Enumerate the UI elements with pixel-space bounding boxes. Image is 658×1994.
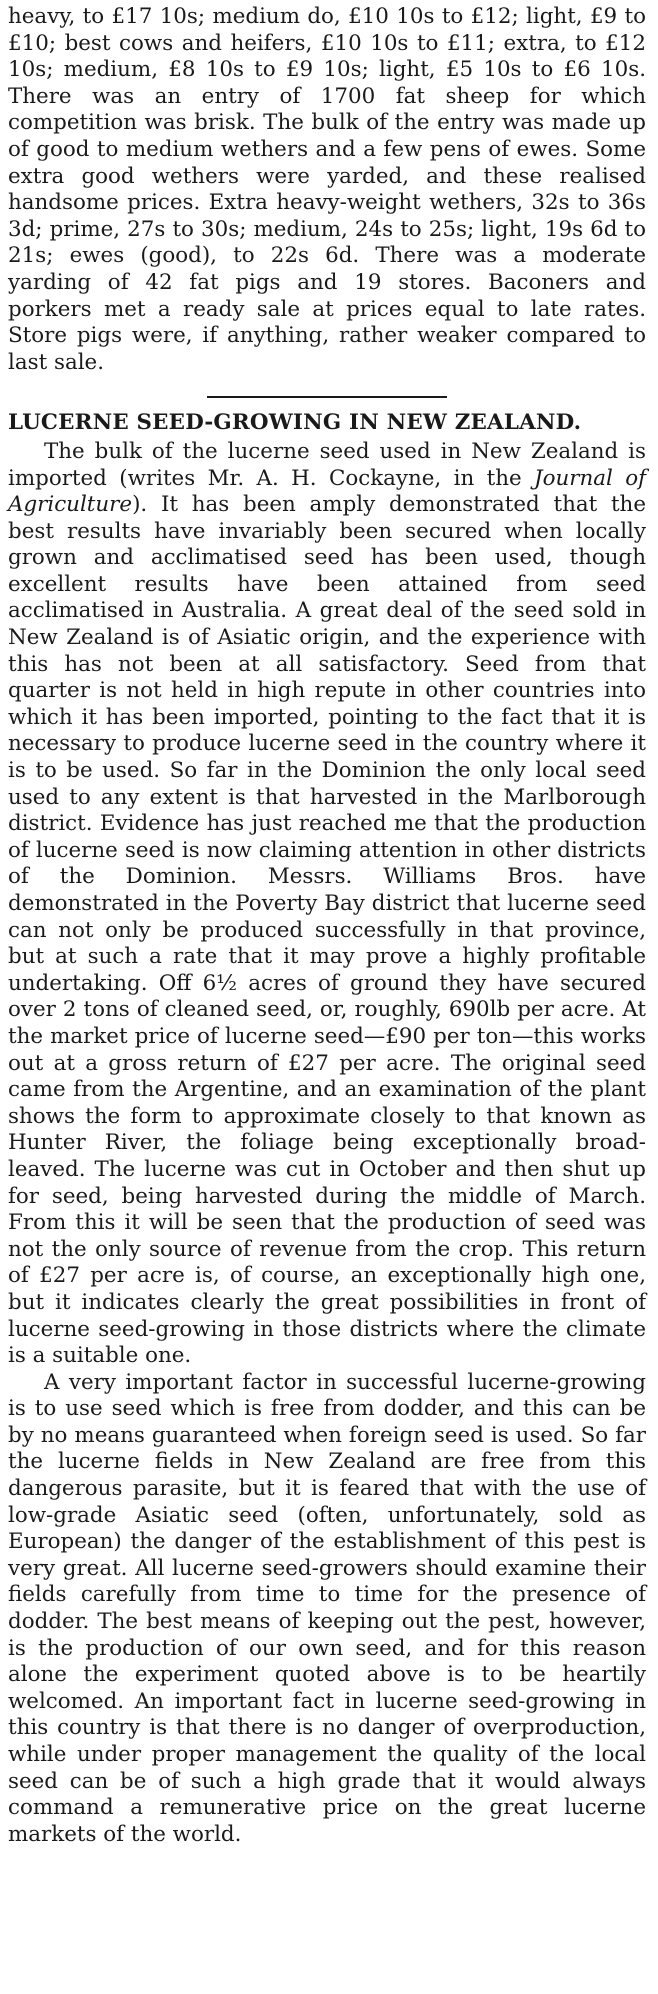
paragraph-1-text-start: The bulk of the lucerne seed used in New Zealand is imported (writes Mr. A. H. Cockayne, in the: [8, 438, 646, 491]
article-headline: LUCERNE SEED-GROWING IN NEW ZEALAND.: [8, 410, 582, 436]
article-paragraph-2: A very important factor in successful lucerne-growing is to use seed which is free from dodder, and this can be by no means guaranteed when foreign seed is used. So far the lucerne fields in New Zealand are free from this dangerous parasite, but it is feared that with the use of low-grade Asiatic seed (often, unfortunately, sold as European) the danger of the establishment of this pest is very great. All lucerne seed-growers should examine their fields carefully from time to time for the presence of dodder. The best means of keeping out the pest, however, is the production of our own seed, and for this reason alone the experiment quoted above is to be heartily welcomed. An important fact in lucerne seed-growing in this country is that there is no danger of overproduction, while under proper management the quality of the local seed can be of such a high grade that it would always command a remunerative price on the great lucerne markets of the world.: [8, 1369, 646, 1847]
section-divider: [207, 396, 447, 398]
journal-title: Journal of Agriculture: [8, 465, 647, 518]
paragraph-1-text-rest: ). It has been amply demonstrated that the best results have invariably been secured when locally grown and acclimatised seed has been used, though excellent results have been attained from seed acclimatised in Australia. A great deal of the seed sold in New Zealand is of Asiatic origin, and the experience with this has not been at all satisfactory. Seed from that quarter is not held in high repute in other countries into which it has been imported, pointing to the fact that it is necessary to produce lucerne seed in the country where it is to be used. So far in the Dominion the only local seed used to any extent is that harvested in the Marlborough district. Evidence has just reached me that the production of lucerne seed is now claiming attention in other districts of the Dominion. Messrs. Williams Bros. have demonstrated in the Poverty Bay district that lucerne seed can not only be produced successfully in that province, but at such a rate that it may prove a highly profitable undertaking. Off 6½ acres of ground they have secured over 2 tons of cleaned seed, or, roughly, 690lb per acre. At the market price of lucerne seed—£90 per ton—this works out at a gross return of £27 per acre. The original seed came from the Argentine, and an examination of the plant shows the form to approximate closely to that known as Hunter River, the foliage being exceptionally broad-leaved. The lucerne was cut in October and then shut up for seed, being harvested during the middle of March. From this it will be seen that the production of seed was not the only source of revenue from the crop. This return of £27 per acre is, of course, an exceptionally high one, but it indicates clearly the great possibilities in front of lucerne seed-growing in those districts where the climate is a suitable one.: [8, 492, 646, 1369]
article-paragraph-1: [8, 439, 646, 1370]
market-report-paragraph: heavy, to £17 10s; medium do, £10 10s to £12; light, £9 to £10; best cows and heifers, £10 10s to £11; extra, to £12 10s; medium, £8 10s to £9 10s; light, £5 10s to £6 10s. There was an entry of 1700 fat sheep for which competition was brisk. The bulk of the entry was made up of good to medium wethers and a few pens of ewes. Some extra good wethers were yarded, and these realised handsome prices. Extra heavy-weight wethers, 32s to 36s 3d; prime, 27s to 30s; medium, 24s to 25s; light, 19s 6d to 21s; ewes (good), to 22s 6d. There was a moderate yarding of 42 fat pigs and 19 stores. Baconers and porkers met a ready sale at prices equal to late rates. Store pigs were, if anything, rather weaker compared to last sale.: [8, 4, 646, 375]
